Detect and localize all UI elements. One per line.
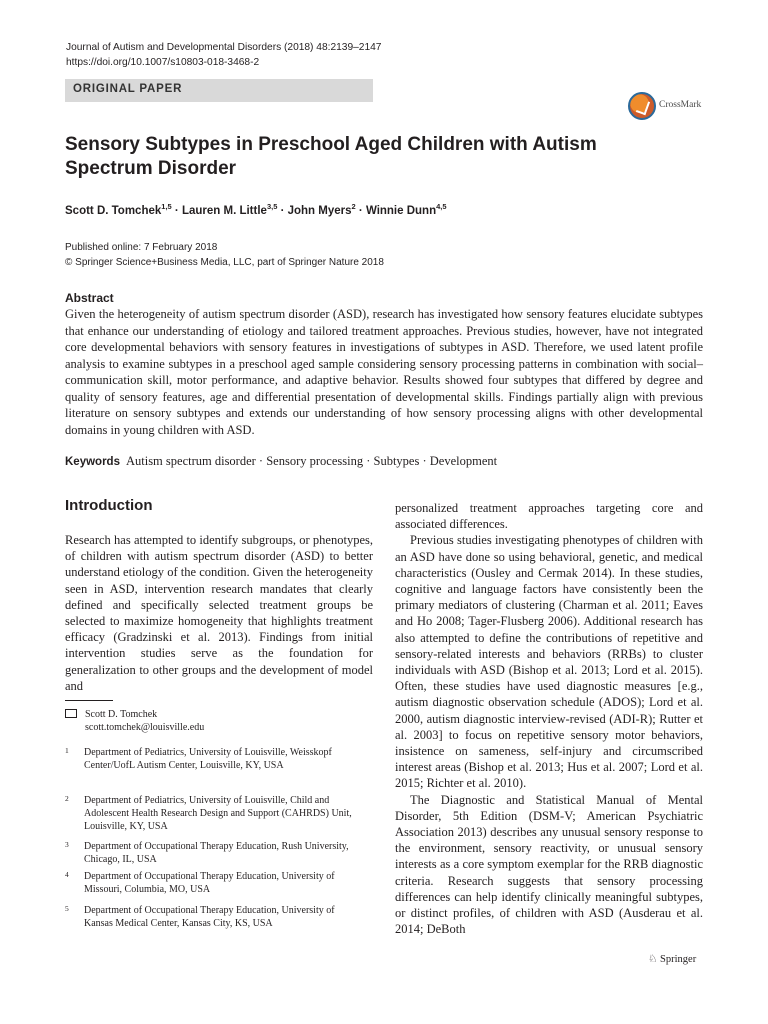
abstract-text: Given the heterogeneity of autism spectrum disorder (ASD), research has investigated how sensory features elucidate subtypes that enhance our understanding of etiology and tailored treatment approaches. Previous studies, however, have not integrated core developmental behaviors with sensory features in investigations of subtypes in ASD. Therefore, we used latent profile analysis to examine subtypes in a preschool aged sample considering sensory processing patterns in combination with social–communication skill, motor performance, and adaptive behavior. Results showed four subtypes that differed by degree and quality of sensory features, age and differential presentation of developmental skills. Findings partially align with previous literature on sensory subtypes and extends our understanding of how sensory processing aligns with other developmental domains in young children with ASD. [65,307,703,437]
doi-link[interactable]: https://doi.org/10.1007/s10803-018-3468-2 [66,57,260,68]
paragraph: The Diagnostic and Statistical Manual of Mental Disorder, 5th Edition (DSM-V; American Psychiatric Association 2013) describes any unusual sensory response to the environment, sensory reactivity, or unusual sensory interests as a core symptom exemplar for the RRB diagnostic criteria. Research suggests that sensory processing differences can help identify clinically meaningful subtypes, or distinct profiles, of children with ASD (Ausderau et al. 2014; DeBoth [395,792,703,937]
section-band [65,79,373,102]
section-label: ORIGINAL PAPER [73,83,183,95]
affiliation: 4 Department of Occupational Therapy Education, University of Missouri, Columbia, MO, USA [65,870,335,895]
journal-citation: Journal of Autism and Developmental Disorders (2018) 48:2139–2147 [66,42,382,53]
footnote-divider [65,700,113,701]
publication-info [65,240,384,270]
affiliation: 5 Department of Occupational Therapy Education, University of Kansas Medical Center, Kansas City, KS, USA [65,904,335,929]
introduction-heading: Introduction [65,497,153,514]
paragraph: personalized treatment approaches targeting core and associated differences. [395,501,703,532]
author-affil-ref: 1,5 [161,202,172,211]
corresponding-author: Scott D. Tomchek [85,709,158,720]
author-name[interactable]: John Myers [287,204,352,217]
springer-label: Springer [660,954,697,965]
crossmark-icon [628,92,656,120]
email-link[interactable]: scott.tomchek@louisville.edu [85,722,205,733]
affiliation: 3 Department of Occupational Therapy Education, Rush University, Chicago, IL, USA [65,840,349,865]
author-affil-ref: 2 [351,202,356,211]
keywords-text: Autism spectrum disorder · Sensory processing · Subtypes · Development [125,454,498,468]
published-date: Published online: 7 February 2018 [65,242,218,253]
affiliation: 2 Department of Pediatrics, University of Louisville, Child and Adolescent Health Research Design and Support (CAHRDS) Unit, Louisville, KY, USA [65,794,352,832]
author-affil-ref: 4,5 [436,202,447,211]
abstract-heading: Abstract [65,291,114,305]
author-name[interactable]: Scott D. Tomchek [65,204,162,217]
keywords [65,454,497,469]
author-list: Scott D. Tomchek$^{1,5}$ · Lauren M. Little$^{3,5}$ · John Myers$^2$ · Winnie Dunn$^{4,5}$ [65,202,447,217]
keywords-label: Keywords [65,456,120,468]
paragraph: Previous studies investigating phenotypes of children with an ASD have done so using behavioral, genetic, and medical characteristics (Ousley and Cermak 2014). In these studies, cognitive and language factors have consistently been the primary mediators of clustering (Charman et al. 2011; Eaves and Ho 2008; Tager-Flusberg 2006). Additional research has also attempted to define the contributions of repetitive and sensory-related interests and behaviors (RRBs) to cluster individuals with ASD (Bishop et al. 2013; Lord et al. 2015). Often, these studies have used diagnostic measures [e.g., autism diagnostic observation schedule (ADOS); Lord et al. 2000, autism diagnostic interview-revised (ADI-R); Rutter et al. 2003] to focus on repetitive sensory motor behaviors, insistence on sameness, self-injury and circumscribed interest areas (Bishop et al. 2013; Hus et al. 2007; Lord et al. 2015; Richter et al. 2010). [395,533,703,791]
author-name[interactable]: Lauren M. Little [181,204,267,217]
right-column [395,500,703,937]
author-affil-ref: 3,5 [266,202,278,211]
journal-info [66,40,381,70]
crossmark-label: CrossMark [659,100,702,110]
copyright-line: © Springer Science+Business Media, LLC, part of Springer Nature 2018 [65,257,384,268]
springer-horse-icon: ♘ [648,954,658,965]
left-column [65,532,373,694]
author-name[interactable]: Winnie Dunn [365,204,437,217]
paper-title: Sensory Subtypes in Preschool Aged Children with Autism Spectrum Disorder [65,134,597,179]
paragraph: Research has attempted to identify subgroups, or phenotypes, of children with autism spectrum disorder (ASD) to better understand etiology of the condition. Given the heterogeneity seen in ASD, intervention research mandates that clearly defined and specifically selected treatment groups be selected to maximize homogeneity that highlights treatment efficacy (Gradzinski et al. 2013). Findings from initial intervention studies serve as the foundation for generalization to other groups and the development of model and [65,533,373,693]
crossmark-badge[interactable] [628,92,708,122]
envelope-icon [65,709,77,718]
springer-logo [648,953,696,965]
affiliation: 1 Department of Pediatrics, University of Louisville, Weisskopf Center/UofL Autism Center, Louisville, KY, USA [65,746,332,771]
correspondence [65,708,204,734]
